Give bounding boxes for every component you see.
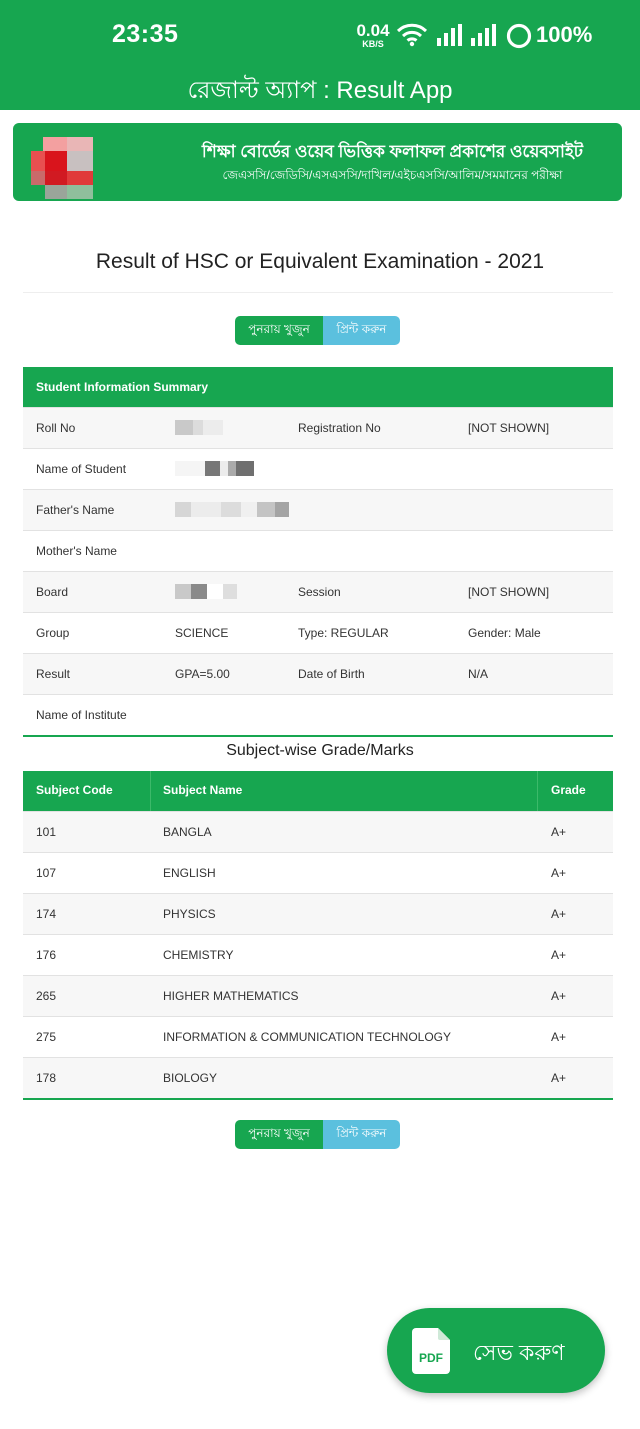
student-info-header (23, 367, 613, 407)
divider (23, 292, 613, 293)
subject-code: 265 (36, 989, 57, 1003)
subjects-title: Subject-wise Grade/Marks (226, 742, 414, 759)
save-pdf-button[interactable] (387, 1308, 605, 1393)
table-row (23, 1057, 613, 1098)
dob-label: Date of Birth (298, 667, 365, 681)
subject-name: CHEMISTRY (163, 948, 234, 962)
signal-icon (436, 24, 462, 46)
table-row (23, 934, 613, 975)
subject-grade: A+ (551, 1071, 567, 1085)
gender-value: Gender: Male (468, 626, 541, 640)
roll-label: Roll No (36, 421, 76, 435)
table-row (23, 1016, 613, 1057)
table-row (23, 852, 613, 893)
table-row (23, 893, 613, 934)
student-name-label: Name of Student (36, 462, 127, 476)
subject-grade: A+ (551, 1030, 567, 1044)
network-speed (354, 22, 392, 49)
table-row (23, 694, 613, 735)
action-buttons-top (235, 316, 400, 345)
subject-code: 176 (36, 948, 57, 962)
wifi-icon (396, 23, 428, 47)
session-value: [NOT SHOWN] (468, 585, 550, 599)
result-value: GPA=5.00 (175, 667, 230, 681)
registration-label: Registration No (298, 421, 381, 435)
exam-title: Result of HSC or Equivalent Examination - 2021 (95, 250, 545, 273)
table-row (23, 407, 613, 448)
subjects-body (23, 811, 613, 1098)
subject-name: PHYSICS (163, 907, 216, 921)
table-row (23, 489, 613, 530)
status-bar (0, 0, 640, 72)
action-buttons-bottom (235, 1120, 400, 1149)
table-row (23, 612, 613, 653)
print-button[interactable]: প্রিন্ট করুন (323, 1120, 400, 1149)
table-row (23, 811, 613, 852)
student-info-body (23, 407, 613, 735)
subject-grade: A+ (551, 948, 567, 962)
save-pdf-label: সেভ করুণ (473, 1340, 565, 1365)
signal-icon (470, 24, 496, 46)
app-title: রেজাল্ট অ্যাপ : Result App (187, 77, 453, 104)
search-again-button[interactable]: পুনরায় খুজুন (235, 1120, 323, 1149)
subject-name-header: Subject Name (163, 783, 243, 797)
session-label: Session (298, 585, 341, 599)
table-row (23, 653, 613, 694)
subject-grade: A+ (551, 989, 567, 1003)
subjects-header (23, 771, 613, 811)
table-row (23, 571, 613, 612)
table-row (23, 975, 613, 1016)
pdf-icon-text: PDF (419, 1351, 443, 1365)
board-label: Board (36, 585, 69, 599)
app-bar (0, 0, 640, 110)
subject-name: HIGHER MATHEMATICS (163, 989, 299, 1003)
institute-label: Name of Institute (36, 708, 127, 722)
subject-code: 275 (36, 1030, 57, 1044)
battery-percent: 100% (536, 22, 593, 47)
father-name-label: Father's Name (36, 503, 115, 517)
type-value: Type: REGULAR (298, 626, 389, 640)
banner-title: শিক্ষা বোর্ডের ওয়েব ভিত্তিক ফলাফল প্রকাশের ওয়েবসাইট (201, 142, 584, 161)
subject-grade: A+ (551, 907, 567, 921)
banner-subtitle: জেএসসি/জেডিসি/এসএসসি/দাখিল/এইচএসসি/আলিম/সমমানের পরীক্ষা (222, 168, 563, 182)
subject-code: 178 (36, 1071, 57, 1085)
redacted-roll (175, 420, 223, 435)
subject-grade: A+ (551, 825, 567, 839)
redacted-board (175, 584, 237, 599)
subject-code: 107 (36, 866, 57, 880)
board-banner (13, 123, 622, 201)
group-label: Group (36, 626, 70, 640)
subject-name: INFORMATION & COMMUNICATION TECHNOLOGY (163, 1030, 452, 1044)
print-button[interactable]: প্রিন্ট করুন (323, 316, 400, 345)
subject-code: 174 (36, 907, 57, 921)
mother-name-label: Mother's Name (36, 544, 117, 558)
dob-value: N/A (468, 667, 489, 681)
student-info-title: Student Information Summary (36, 380, 209, 394)
redacted-father-name (175, 502, 289, 517)
subject-name: ENGLISH (163, 866, 216, 880)
subject-name: BANGLA (163, 825, 212, 839)
subjects-table (23, 771, 613, 1100)
table-row (23, 530, 613, 571)
status-time: 23:35 (112, 20, 179, 48)
column-divider (150, 771, 151, 811)
column-divider (537, 771, 538, 811)
network-speed-value: 0.04 (356, 21, 390, 40)
grade-header: Grade (551, 783, 586, 797)
subject-code: 101 (36, 825, 57, 839)
registration-value: [NOT SHOWN] (468, 421, 550, 435)
group-value: SCIENCE (175, 626, 229, 640)
subject-code-header: Subject Code (36, 783, 113, 797)
student-info-table (23, 367, 613, 737)
network-speed-unit: KB/S (362, 39, 384, 49)
battery-icon (506, 23, 532, 49)
redacted-student-name (175, 461, 254, 476)
search-again-button[interactable]: পুনরায় খুজুন (235, 316, 323, 345)
pdf-icon (412, 1328, 450, 1374)
table-row (23, 448, 613, 489)
subject-grade: A+ (551, 866, 567, 880)
result-label: Result (36, 667, 71, 681)
subject-name: BIOLOGY (163, 1071, 218, 1085)
